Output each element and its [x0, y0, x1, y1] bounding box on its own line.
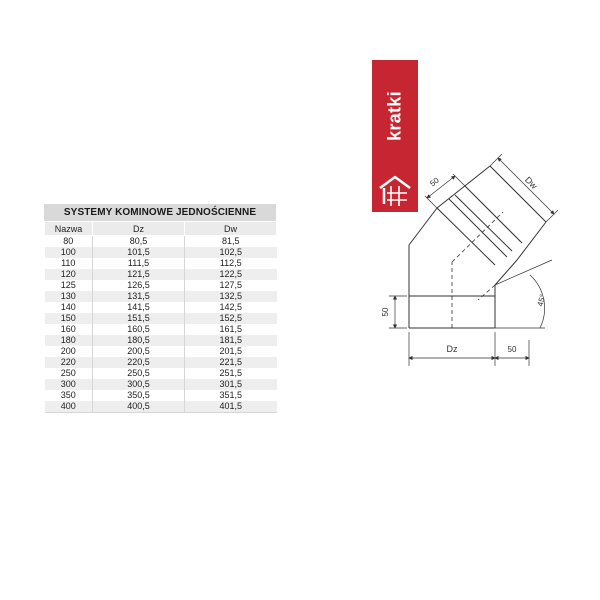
header-nazwa: Nazwa: [45, 222, 93, 236]
row-dz-cell: 400,5: [93, 401, 185, 413]
row-nazwa-cell: 250: [60, 368, 76, 378]
row-dz-cell: 151,5: [93, 313, 185, 324]
dz-label: Dz: [446, 344, 458, 354]
table-title: SYSTEMY KOMINOWE JEDNOŚCIENNE: [44, 204, 276, 221]
left-50-label: 50: [381, 307, 390, 317]
row-dw-cell: 152,5: [185, 313, 277, 324]
row-dw-cell: 102,5: [185, 247, 277, 258]
row-dw-cell: 401,5: [185, 401, 277, 413]
row-nazwa-cell: 150: [45, 313, 93, 324]
row-nazwa-cell: 120: [45, 269, 93, 280]
row-nazwa-cell: 100: [45, 247, 93, 258]
row-nazwa-cell: 110: [61, 258, 76, 268]
row-dw-cell: 127,5: [185, 280, 277, 291]
row-nazwa-cell: 220: [45, 357, 93, 368]
row-nazwa-cell: 400: [45, 401, 93, 413]
row-dz-cell: 350,5: [93, 390, 185, 401]
row-dz-cell: 250,5: [93, 368, 185, 379]
row-dz-cell: 220,5: [93, 357, 185, 368]
row-dw-cell: 112,5: [185, 258, 277, 269]
row-dz-cell: 126,5: [93, 280, 185, 291]
row-dw-cell: 142,5: [185, 302, 277, 313]
row-dz-cell: 131,5: [93, 291, 185, 302]
row-dz-cell: 80,5: [93, 236, 185, 248]
row-nazwa-cell: 160: [60, 324, 76, 334]
row-dz-cell: 200,5: [93, 346, 185, 357]
row-nazwa-cell: 180: [45, 335, 93, 346]
row-nazwa-cell: 125: [60, 280, 76, 290]
row-dw-cell: 81,5: [185, 236, 277, 248]
row-dw-cell: 301,5: [185, 379, 277, 390]
row-dz-cell: 111,5: [93, 258, 185, 269]
row-nazwa-cell: 300: [45, 379, 93, 390]
row-dw-cell: 132,5: [185, 291, 277, 302]
header-dw: Dw: [185, 222, 277, 236]
bottom-50-label: 50: [507, 345, 517, 354]
row-nazwa-cell: 350: [60, 390, 76, 400]
row-dz-cell: 180,5: [93, 335, 185, 346]
logo-text: kratki: [384, 91, 405, 141]
row-nazwa-cell: 200: [60, 346, 76, 356]
row-dw-cell: 122,5: [185, 269, 277, 280]
elbow-outline: [409, 166, 546, 328]
row-dw-cell: 181,5: [185, 335, 277, 346]
angle-label: 45°: [535, 293, 548, 308]
row-dw-cell: 161,5: [185, 324, 277, 335]
header-dz: Dz: [93, 222, 185, 236]
row-dz-cell: 121,5: [93, 269, 185, 280]
row-nazwa-cell: 80: [63, 236, 74, 246]
row-dw-cell: 251,5: [185, 368, 277, 379]
top-50-label: 50: [428, 175, 441, 189]
dw-label: Dw: [522, 174, 540, 192]
row-dz-cell: 300,5: [93, 379, 185, 390]
row-dz-cell: 160,5: [93, 324, 185, 335]
row-dz-cell: 101,5: [93, 247, 185, 258]
row-dw-cell: 221,5: [185, 357, 277, 368]
row-dz-cell: 141,5: [93, 302, 185, 313]
row-nazwa-cell: 130: [45, 291, 93, 302]
row-dw-cell: 351,5: [185, 390, 277, 401]
row-dw-cell: 201,5: [185, 346, 277, 357]
row-nazwa-cell: 140: [60, 302, 76, 312]
